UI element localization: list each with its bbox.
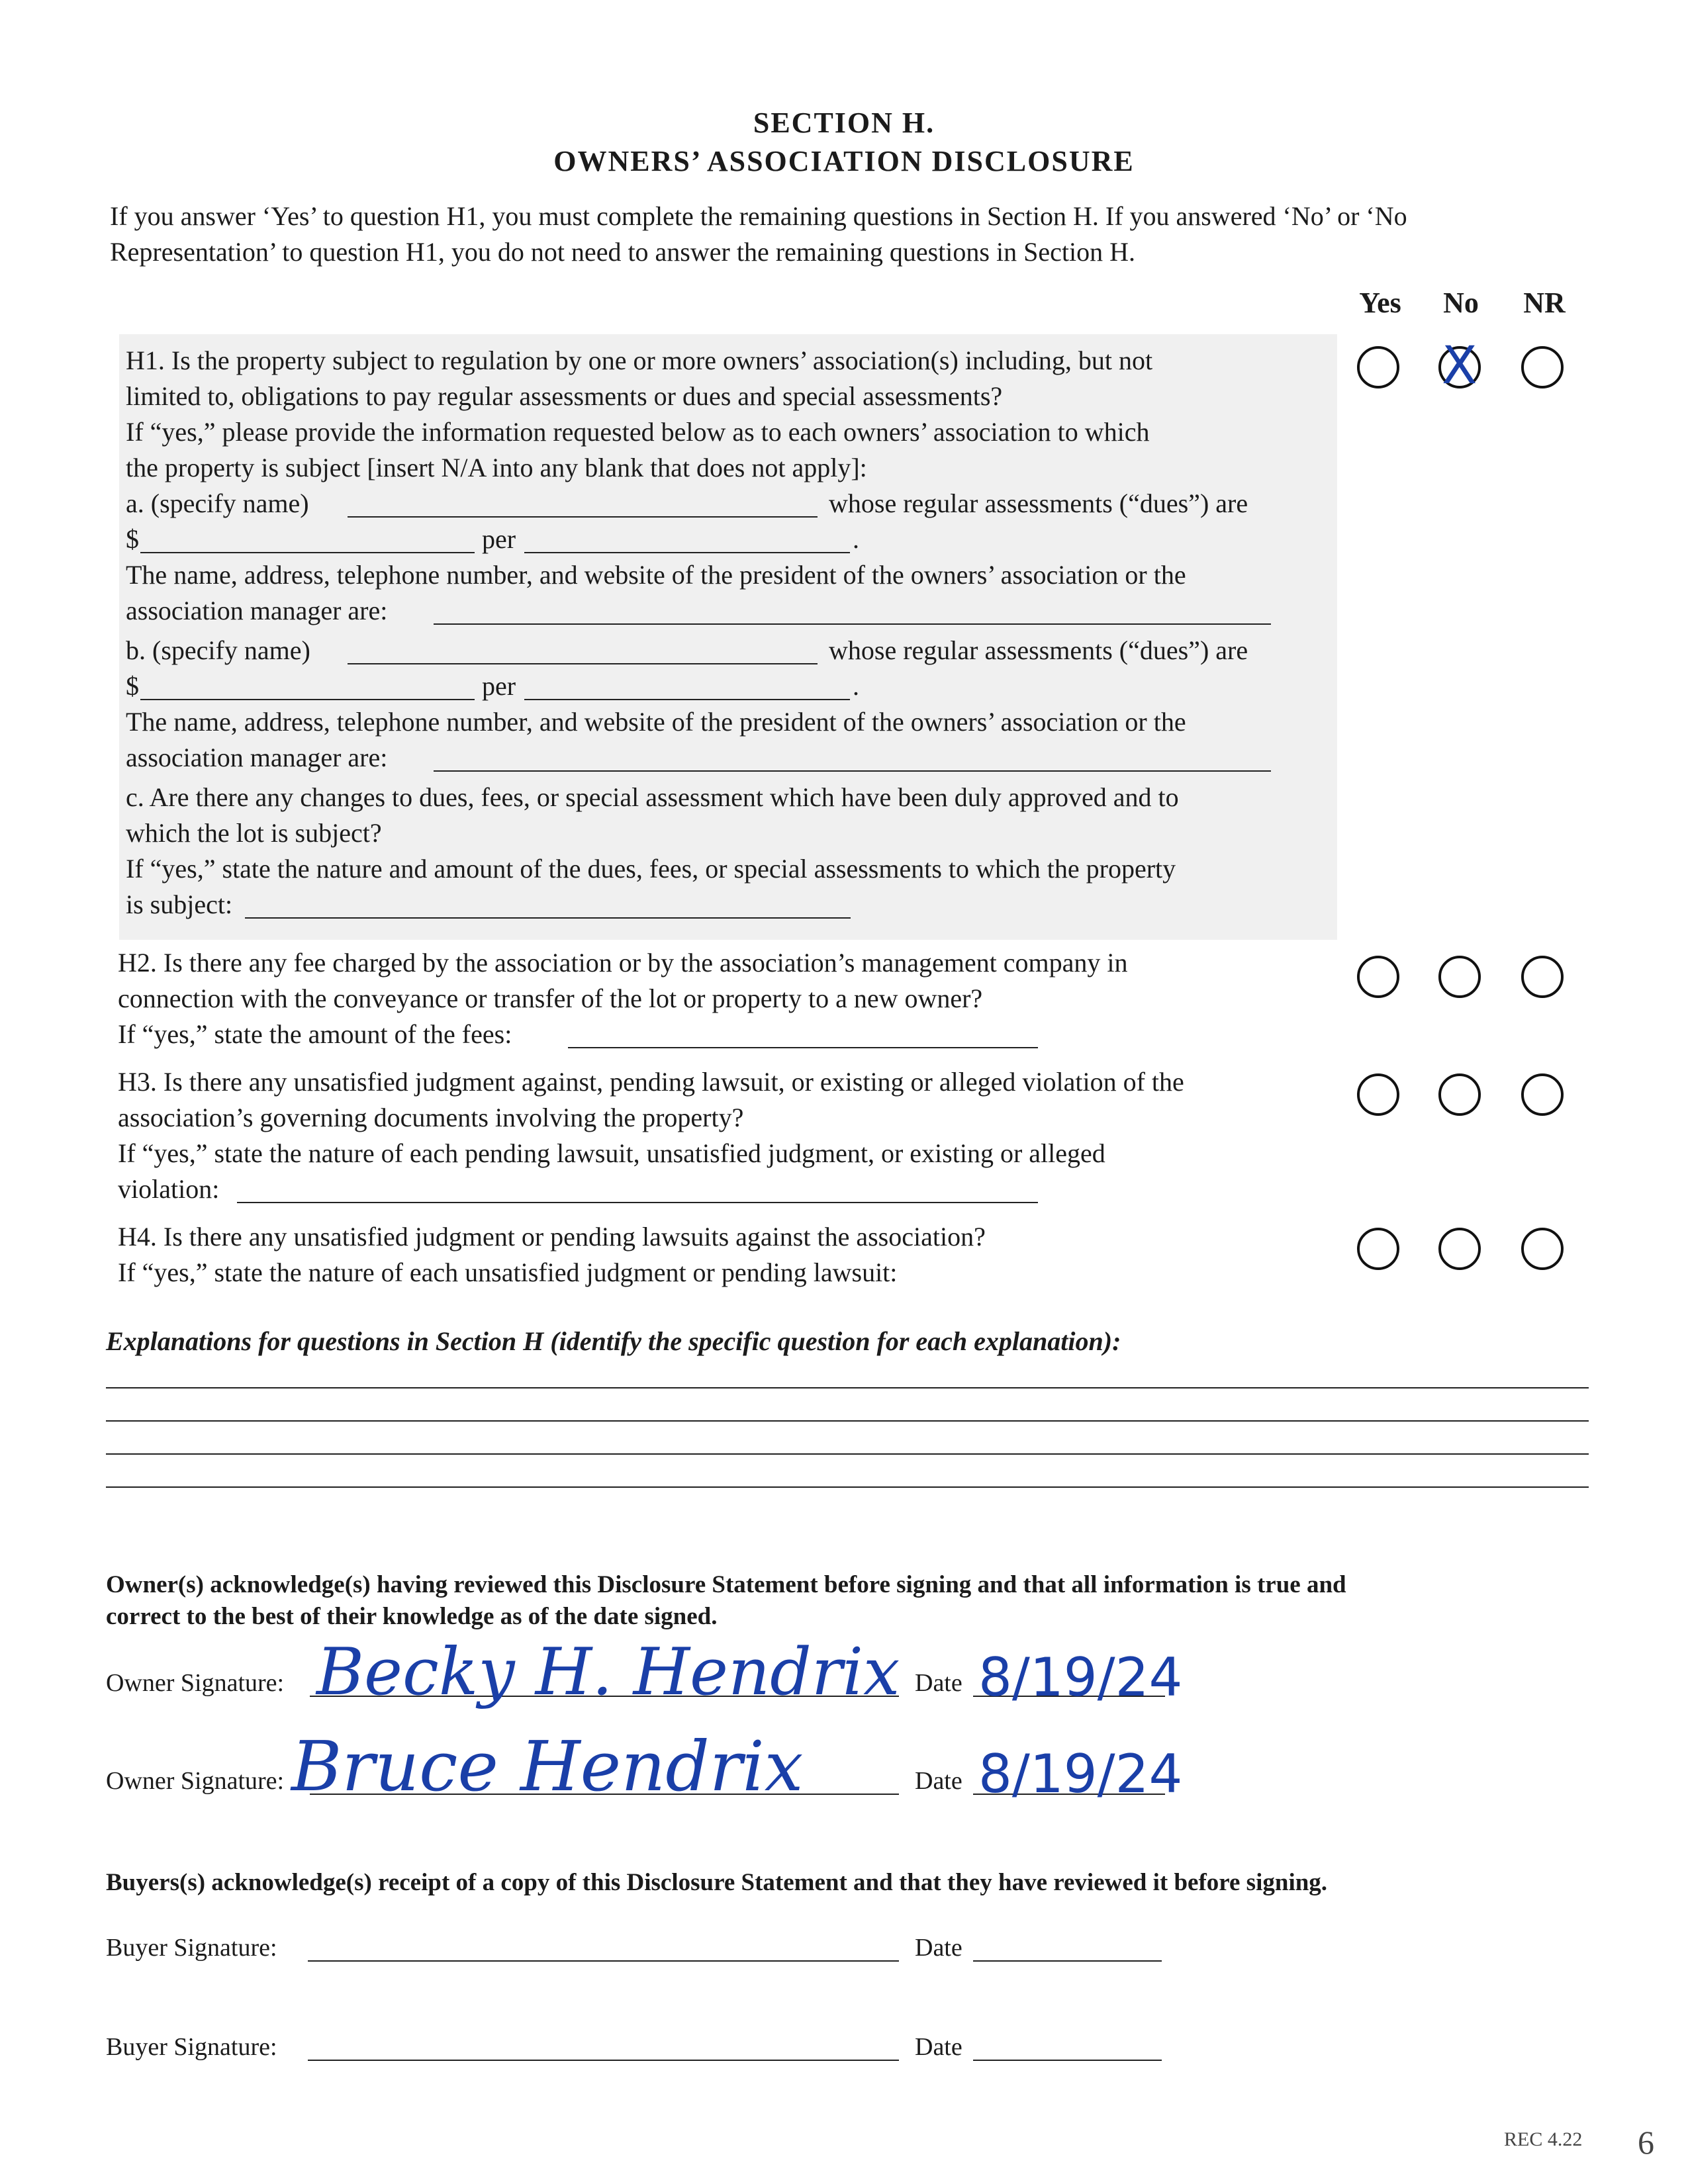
h3-no-radio[interactable] bbox=[1438, 1073, 1481, 1116]
h3-line-2: association’s governing documents involving the property? bbox=[118, 1103, 744, 1132]
owner-date-label-2: Date bbox=[915, 1767, 962, 1795]
owner-ack-line-2: correct to the best of their knowledge as of the date signed. bbox=[106, 1603, 718, 1630]
buyer-signature-label-1: Buyer Signature: bbox=[106, 1934, 277, 1962]
h1-yes-radio[interactable] bbox=[1357, 346, 1399, 388]
buyer-date-field-2[interactable] bbox=[973, 2060, 1162, 2061]
h1-line-3: If “yes,” please provide the information requested below as to each owners’ association to which bbox=[126, 417, 1150, 447]
h4-line-2: If “yes,” state the nature of each unsatisfied judgment or pending lawsuit: bbox=[118, 1257, 898, 1287]
h3-nr-radio[interactable] bbox=[1521, 1073, 1564, 1116]
h3-line-1: H3. Is there any unsatisfied judgment against, pending lawsuit, or existing or alleged violation of the bbox=[118, 1067, 1184, 1097]
h2-fee-field[interactable] bbox=[568, 1047, 1038, 1048]
h1-c-line-1: c. Are there any changes to dues, fees, or special assessment which have been duly approved and to bbox=[126, 782, 1179, 812]
h3-line-4: violation: bbox=[118, 1174, 220, 1204]
buyer-signature-field-1[interactable] bbox=[308, 1960, 899, 1962]
h1-c-line-3: If “yes,” state the nature and amount of the dues, fees, or special assessments to which the property bbox=[126, 854, 1176, 884]
h1-c-field[interactable] bbox=[245, 917, 851, 919]
h1-b-president-field[interactable] bbox=[434, 770, 1271, 772]
h2-yes-radio[interactable] bbox=[1357, 956, 1399, 998]
section-label: SECTION H. bbox=[753, 107, 935, 139]
h3-yes-radio[interactable] bbox=[1357, 1073, 1399, 1116]
h4-no-radio[interactable] bbox=[1438, 1228, 1481, 1270]
intro-line-2: Representation’ to question H1, you do not need to answer the remaining questions in Section H. bbox=[110, 237, 1135, 267]
h4-nr-radio[interactable] bbox=[1521, 1228, 1564, 1270]
h1-a-pres-line-2: association manager are: bbox=[126, 596, 388, 625]
h4-line-1: H4. Is there any unsatisfied judgment or pending lawsuits against the association? bbox=[118, 1222, 986, 1251]
owner-date-label-1: Date bbox=[915, 1669, 962, 1697]
h2-line-3: If “yes,” state the amount of the fees: bbox=[118, 1019, 512, 1049]
h1-b-period: . bbox=[853, 671, 859, 701]
h1-line-2: limited to, obligations to pay regular assessments or dues and special assessments? bbox=[126, 381, 1003, 411]
h1-a-period-field[interactable] bbox=[524, 552, 850, 553]
intro-line-1: If you answer ‘Yes’ to question H1, you must complete the remaining questions in Section H. If you answered ‘No’ or ‘No bbox=[110, 201, 1407, 231]
h1-b-pres-line-1: The name, address, telephone number, and website of the president of the owners’ association or the bbox=[126, 707, 1186, 737]
h1-b-dollar: $ bbox=[126, 671, 139, 701]
buyer-signature-label-2: Buyer Signature: bbox=[106, 2033, 277, 2061]
h4-yes-radio[interactable] bbox=[1357, 1228, 1399, 1270]
h1-b-amount-field[interactable] bbox=[140, 699, 475, 700]
owner-signature-1: Becky H. Hendrix bbox=[316, 1635, 900, 1710]
buyer-date-label-1: Date bbox=[915, 1934, 962, 1962]
h1-a-per: per bbox=[482, 524, 516, 554]
h1-c-line-4: is subject: bbox=[126, 889, 233, 919]
h1-b-name-field[interactable] bbox=[348, 663, 818, 664]
owner-signature-label-1: Owner Signature: bbox=[106, 1669, 285, 1697]
h1-line-4: the property is subject [insert N/A into any blank that does not apply]: bbox=[126, 453, 867, 482]
explanation-line-4[interactable] bbox=[106, 1486, 1589, 1488]
owner-ack-line-1: Owner(s) acknowledge(s) having reviewed this Disclosure Statement before signing and that all information is true and bbox=[106, 1571, 1346, 1598]
column-nr: NR bbox=[1523, 287, 1566, 319]
explanation-line-2[interactable] bbox=[106, 1420, 1589, 1422]
owner-signature-label-2: Owner Signature: bbox=[106, 1767, 285, 1795]
page-number: 6 bbox=[1638, 2124, 1654, 2161]
h3-line-3: If “yes,” state the nature of each pending lawsuit, unsatisfied judgment, or existing or alleged bbox=[118, 1138, 1105, 1168]
explanation-line-3[interactable] bbox=[106, 1453, 1589, 1455]
h2-nr-radio[interactable] bbox=[1521, 956, 1564, 998]
column-yes: Yes bbox=[1359, 287, 1401, 319]
buyer-ack-line: Buyers(s) acknowledge(s) receipt of a copy of this Disclosure Statement and that they have reviewed it before signing. bbox=[106, 1869, 1328, 1896]
h1-b-pres-line-2: association manager are: bbox=[126, 743, 388, 772]
h2-line-1: H2. Is there any fee charged by the association or by the association’s management company in bbox=[118, 948, 1128, 978]
h1-a-name-field[interactable] bbox=[348, 516, 818, 518]
owner-date-1: 8/19/24 bbox=[978, 1647, 1183, 1708]
h1-no-check-mark: X bbox=[1442, 336, 1477, 396]
h3-violation-field[interactable] bbox=[237, 1202, 1038, 1203]
h2-line-2: connection with the conveyance or transfer of the lot or property to a new owner? bbox=[118, 983, 983, 1013]
h1-b-dues-label: whose regular assessments (“dues”) are bbox=[829, 635, 1248, 665]
h1-nr-radio[interactable] bbox=[1521, 346, 1564, 388]
explanation-line-1[interactable] bbox=[106, 1387, 1589, 1388]
h1-b-period-field[interactable] bbox=[524, 699, 850, 700]
owner-date-2: 8/19/24 bbox=[978, 1743, 1183, 1805]
h1-a-president-field[interactable] bbox=[434, 623, 1271, 625]
h1-a-label: a. (specify name) bbox=[126, 488, 309, 518]
buyer-date-field-1[interactable] bbox=[973, 1960, 1162, 1962]
owner-signature-2: Bruce Hendrix bbox=[291, 1726, 804, 1807]
h1-a-dues-label: whose regular assessments (“dues”) are bbox=[829, 488, 1248, 518]
h1-b-per: per bbox=[482, 671, 516, 701]
h1-a-amount-field[interactable] bbox=[140, 552, 475, 553]
column-no: No bbox=[1443, 287, 1479, 319]
h1-a-dollar: $ bbox=[126, 524, 139, 554]
h1-a-period: . bbox=[853, 524, 859, 554]
h1-c-line-2: which the lot is subject? bbox=[126, 818, 382, 848]
h1-b-label: b. (specify name) bbox=[126, 635, 310, 665]
explanations-label: Explanations for questions in Section H (identify the specific question for each explanation): bbox=[106, 1326, 1121, 1356]
buyer-date-label-2: Date bbox=[915, 2033, 962, 2061]
h1-a-pres-line-1: The name, address, telephone number, and website of the president of the owners’ association or the bbox=[126, 560, 1186, 590]
h2-no-radio[interactable] bbox=[1438, 956, 1481, 998]
form-code: REC 4.22 bbox=[1504, 2128, 1583, 2150]
buyer-signature-field-2[interactable] bbox=[308, 2060, 899, 2061]
h1-line-1: H1. Is the property subject to regulation by one or more owners’ association(s) including, but not bbox=[126, 345, 1153, 375]
page-title: OWNERS’ ASSOCIATION DISCLOSURE bbox=[553, 145, 1135, 177]
